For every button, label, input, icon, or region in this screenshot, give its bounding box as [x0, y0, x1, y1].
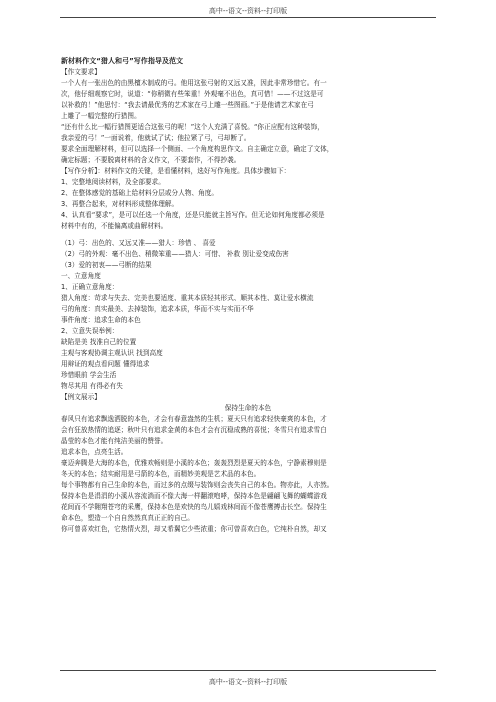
subheading: 1、正确立意角度： [61, 283, 119, 291]
list-item: 用辩证的观点看问题 懂得追求 [61, 360, 150, 368]
paragraph-line: 弓的角度：真实最美、去掉装饰，追求本质，华而不实与实而不华 [61, 305, 254, 313]
section-heading: 【作文要求】 [61, 68, 101, 76]
paragraph-line: 每个事物都有自己生命的本色，而过多的点缀与装饰则会丧失自己的本色。物亦此，人亦然。 [61, 481, 334, 489]
section-heading: 【例文展示】 [61, 393, 101, 401]
paragraph-line: 我亲爱的弓！”一面说着，他就试了试；他拉紧了弓，弓却断了。 [61, 134, 251, 142]
list-item: 物尽其用 有得必有失 [61, 382, 123, 390]
paragraph-line: 晶莹的本色才能有纯洁美丽的赞誉。 [61, 437, 168, 445]
paragraph-line: 命本色，塑造一个自自然然真真正正的自己。 [61, 514, 194, 522]
paragraph-line: 春风只有追求飘逸洒脱的本色，才会有春意盎然的生机；夏天只有追求轻快豪爽的本色，才 [61, 415, 327, 423]
list-item: 珍惜眼前 学会生活 [61, 371, 117, 379]
list-item: （3）爱的初衷——弓断的结果 [61, 261, 152, 269]
list-item: 4、认真看“要求”，是可以任选一个角度，还是只能就主旨写作。但无论如何角度都必须是 [61, 211, 325, 219]
header-divider [60, 17, 436, 18]
paragraph-line: 你可曾喜欢红色，它热情火烈，却又希翼它少些浓重；你可曾喜欢白色，它纯朴自然，却又 [61, 525, 327, 533]
list-item: （1）弓：出色的、又远又准——猎人：珍惜 、 喜爱 [61, 239, 216, 247]
paragraph-line: 上雕了一幅完整的行猎图。 [61, 112, 141, 120]
list-item: 2、在整体感觉的基础上给材料分层或分人物、角度。 [61, 189, 219, 197]
list-item: 3、再整合起来，对材料形成整体理解。 [61, 200, 179, 208]
paragraph-line: 保持本色是涓涓的小溪从容流淌而不像大海一样翻滚咆哮，保持本色是翩翩飞舞的蝴蝶游戏 [61, 492, 327, 500]
section-heading: 【写作分析】：材料作文的关键，是看懂材料，选好写作角度。具体步骤如下： [61, 167, 291, 175]
paragraph-line: 材料中有的，不能偏离或曲解材料。 [61, 222, 168, 230]
list-item: 1、完整地阅读材料，及全部要求。 [61, 178, 165, 186]
paragraph-line: 猎人角度：苛求与失去、完美也要适度、重其本质轻其形式、顺其本性、莫让爱水横流 [61, 294, 314, 302]
paragraph-line: 会有狂放热情的追逐；秋叶只有追求金黄的本色才会有沉稳成熟的喜悦；冬雪只有追求雪白 [61, 426, 327, 434]
essay-title: 保持生命的本色 [224, 404, 272, 412]
list-item: （2）弓的外观：毫不出色、稍微笨重——猎人：可惜、 补救 别让爱变成伤害 [61, 250, 289, 258]
list-item: 缺陷是美 找准自己的位置 [61, 338, 137, 346]
page-footer: 高中--语文--资料--打印版 [208, 678, 288, 686]
paragraph-line: 以补救的！”他思忖：“我去请最优秀的艺术家在弓上雕一些图画。”于是他请艺术家在弓 [61, 101, 314, 109]
paragraph-line: 追求本色，点亮生活。 [61, 448, 128, 456]
document-body [61, 56, 435, 535]
paragraph-line: 事件角度：追求生命的本色 [61, 316, 141, 324]
paragraph-line: 冬天的本色；结实耐用是弓箭的本色，而精妙美观是艺术品的本色。 [61, 470, 261, 478]
paragraph-line: 确定标题；不要脱离材料的含义作文，不要套作，不得抄袭。 [61, 156, 241, 164]
footer-divider [60, 670, 436, 671]
document-title: 新材料作文“猎人和弓”写作指导及范文 [61, 57, 184, 65]
paragraph-line: 豪迈奔腾是大海的本色，优雅欢畅则是小溪的本色；轰轰烈烈是夏天的本色，宁静素穆则是 [61, 459, 327, 467]
section-heading: 一、立意角度 [61, 272, 101, 280]
paragraph-line: 次，他仔细观察它时，说道：“你稍微有些笨重！外观毫不出色，真可惜！——不过这是可 [61, 90, 324, 98]
paragraph-line: “还有什么比一幅行猎图更适合这张弓的呢！”这个人充满了喜悦。“你正应配有这种装饰， [61, 123, 324, 131]
list-item: 主观与客观协调主观认识 找到高度 [61, 349, 163, 357]
paragraph-line: 花间而不学翱翔苍穹的采鹰，保持本色是欢快的鸟儿嬉戏林间而不像苍鹰搏击长空。保持生 [61, 503, 327, 511]
page-header: 高中--语文--资料--打印版 [208, 7, 288, 15]
paragraph-line: 要求全面理解材料，但可以选择一个侧面、一个角度构思作文。自主确定立意，确定了文体， [61, 145, 334, 153]
paragraph-line: 一个人有一张出色的由黑檀木制成的弓。他用这张弓射的又远又准，因此非常珍惜它。有一 [61, 79, 327, 87]
subheading: 2、立意失误举例： [61, 327, 119, 335]
